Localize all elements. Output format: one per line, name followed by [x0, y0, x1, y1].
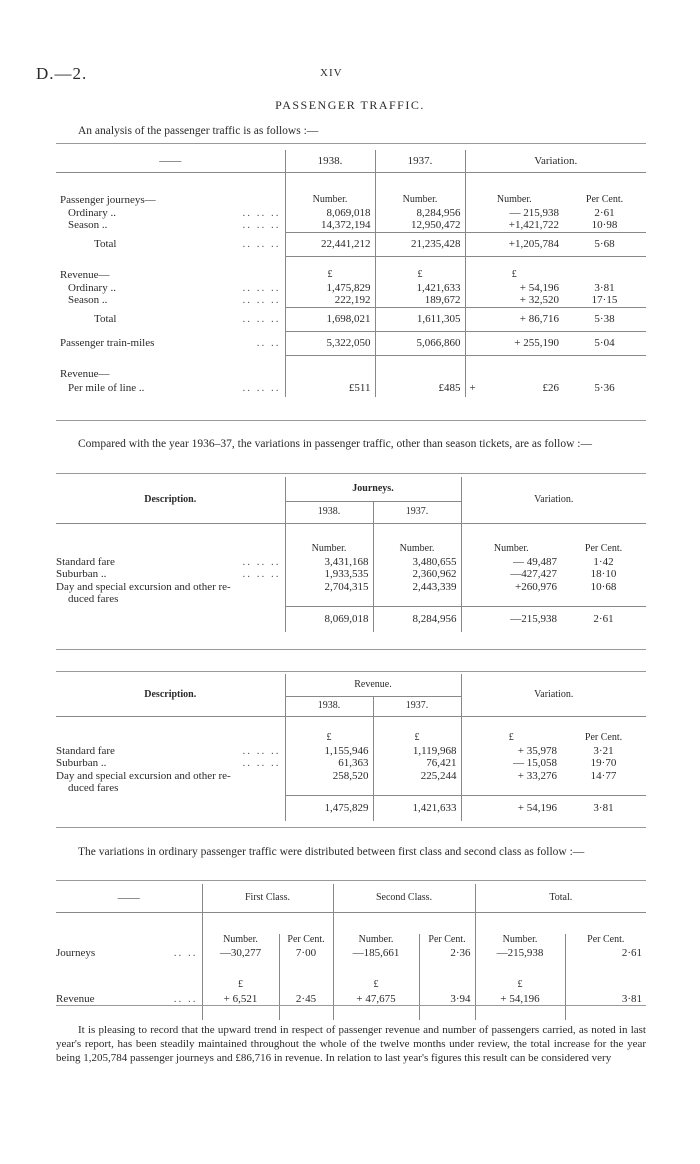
table4-dash: ——	[56, 884, 202, 912]
revenue-variation-table: Description. Revenue. Variation. 1938. 1937. £ £ £ Per Cent. Standard fare .. .. .. 1,155,946 1,119,968 + 35,978 3·21 Suburban .. .. .. .. 61,363 76,421 — 15,058 19·70 Day and special excursion and other re- 258,520 225,244 + 33,276 14·77 duced fares 1,475,829 1,421,633 + 54,196 3·81	[56, 674, 646, 821]
description-header: Description.	[56, 674, 285, 716]
table4-top-rule	[56, 880, 646, 881]
page-title: PASSENGER TRAFFIC.	[275, 98, 425, 112]
closing-paragraph: It is pleasing to record that the upward trend in respect of passenger revenue and number of passengers carried, as noted in last year's report, has been steadily maintained throughout the whole of the twelve months under review, the total increase for the year being 1,205,784 passenger journeys and £86,716 in revenue. In relation to last year's figures this result can be considered very	[56, 1024, 646, 1064]
table-row: Revenue—	[56, 368, 646, 381]
table-row: Suburban .. .. .. .. 61,363 76,421 — 15,058 19·70	[56, 757, 617, 769]
table-row: Per mile of line .. .. .. .. £511 £485 + £26 5·36	[56, 381, 646, 397]
intro-text: An analysis of the passenger traffic is as follows :—	[78, 125, 319, 137]
table-row: Day and special excursion and other re- 2,704,315 2,443,339 +260,976 10·68	[56, 580, 617, 593]
table1-top-rule	[56, 143, 646, 144]
table-row: Ordinary .. .. .. .. 8,069,018 8,284,956 — 215,938 2·61	[56, 207, 646, 220]
table-row: Season .. .. .. .. 222,192 189,672 + 32,520 17·15	[56, 294, 646, 307]
table-row: Suburban .. .. .. .. 1,933,535 2,360,962 —427,427 18·10	[56, 568, 617, 580]
table-row: Passenger journeys— Number. Number. Number. Per Cent.	[56, 194, 646, 207]
table-row: £ £ £	[56, 979, 646, 992]
col-1937: 1937.	[375, 150, 465, 172]
page-code: D.—2.	[36, 64, 88, 83]
table-row: Day and special excursion and other re- 258,520 225,244 + 33,276 14·77	[56, 769, 617, 782]
table1-dash: ——	[56, 150, 285, 172]
table-row: Ordinary .. .. .. .. 1,475,829 1,421,633 + 54,196 3·81	[56, 282, 646, 295]
comparison-text: Compared with the year 1936–37, the variations in passenger traffic, other than season tickets, are as follow :—	[78, 438, 592, 450]
first-class-header: First Class.	[202, 884, 333, 912]
table-row: £ £ £ Per Cent.	[56, 732, 646, 745]
table-row: Revenue— £ £ £	[56, 269, 646, 282]
table3-top-rule	[56, 671, 646, 672]
description-header: Description.	[56, 477, 285, 523]
table-row: duced fares	[56, 782, 646, 795]
table-row: Total .. .. .. 1,698,021 1,611,305 + 86,716 5·38	[56, 307, 646, 331]
table-row: Revenue .. .. + 6,521 2·45 + 47,675 3·94 + 54,196 3·81	[56, 991, 646, 1007]
passenger-journeys-label: Passenger journeys—	[56, 194, 285, 207]
table-row: Journeys .. .. —30,277 7·00 —185,661 2·36 —215,938 2·61	[56, 947, 643, 960]
table-row: Total .. .. .. 22,441,212 21,235,428 +1,205,784 5·68	[56, 232, 646, 256]
revenue-label: Revenue—	[56, 269, 285, 282]
col-1938: 1938.	[285, 150, 375, 172]
variation-header: Variation.	[534, 493, 574, 505]
table-row: 1,475,829 1,421,633 + 54,196 3·81	[56, 795, 646, 821]
second-class-header: Second Class.	[333, 884, 475, 912]
total-header: Total.	[549, 891, 573, 903]
table-row: 8,069,018 8,284,956 —215,938 2·61	[56, 606, 646, 632]
table-row: duced fares	[56, 593, 646, 606]
table-row: Passenger train-miles .. .. 5,322,050 5,066,860 + 255,190 5·04	[56, 331, 646, 355]
variations-text: The variations in ordinary passenger traffic were distributed between first class and second class as follow :—	[78, 846, 585, 858]
table-row: Number. Per Cent. Number. Per Cent. Number. Per Cent.	[56, 934, 646, 947]
table3-bottom-rule	[56, 827, 646, 828]
journeys-header: Journeys.	[285, 477, 461, 501]
table-row: Standard fare .. .. .. 1,155,946 1,119,968 + 35,978 3·21	[56, 744, 614, 757]
table4-bottom-rule	[56, 1005, 646, 1006]
class-distribution-table	[56, 884, 646, 1020]
variation-header: Variation.	[534, 688, 574, 700]
table1-header-row	[56, 150, 646, 172]
table2-bottom-rule	[56, 649, 646, 650]
table1-bottom-rule	[56, 420, 646, 421]
passenger-analysis-table	[56, 150, 646, 397]
journeys-variation-table: Description. Journeys. Variation. 1938. 1937. Number. Number. Number. Per Cent. Standard fare .. .. .. 3,431,168 3,480,655 — 49,487 1·42 Suburban .. .. .. .. 1,933,535 2,360,962 —427,427 18·10 Day and special excursion and other re- 2,704,315 2,443,339 +260,976 10·68 duced fares 8,069,018 8,284,956 —215,938 2·61	[56, 477, 646, 632]
page-numeral: XIV	[320, 67, 343, 79]
revenue-header: Revenue.	[285, 674, 461, 696]
table-row: Number. Number. Number. Per Cent.	[56, 543, 646, 556]
col-variation: Variation.	[534, 154, 578, 167]
table-row: Season .. .. .. .. 14,372,194 12,950,472 +1,421,722 10·98	[56, 219, 646, 232]
table2-top-rule	[56, 473, 646, 474]
table-row: Standard fare .. .. .. 3,431,168 3,480,655 — 49,487 1·42	[56, 555, 614, 568]
